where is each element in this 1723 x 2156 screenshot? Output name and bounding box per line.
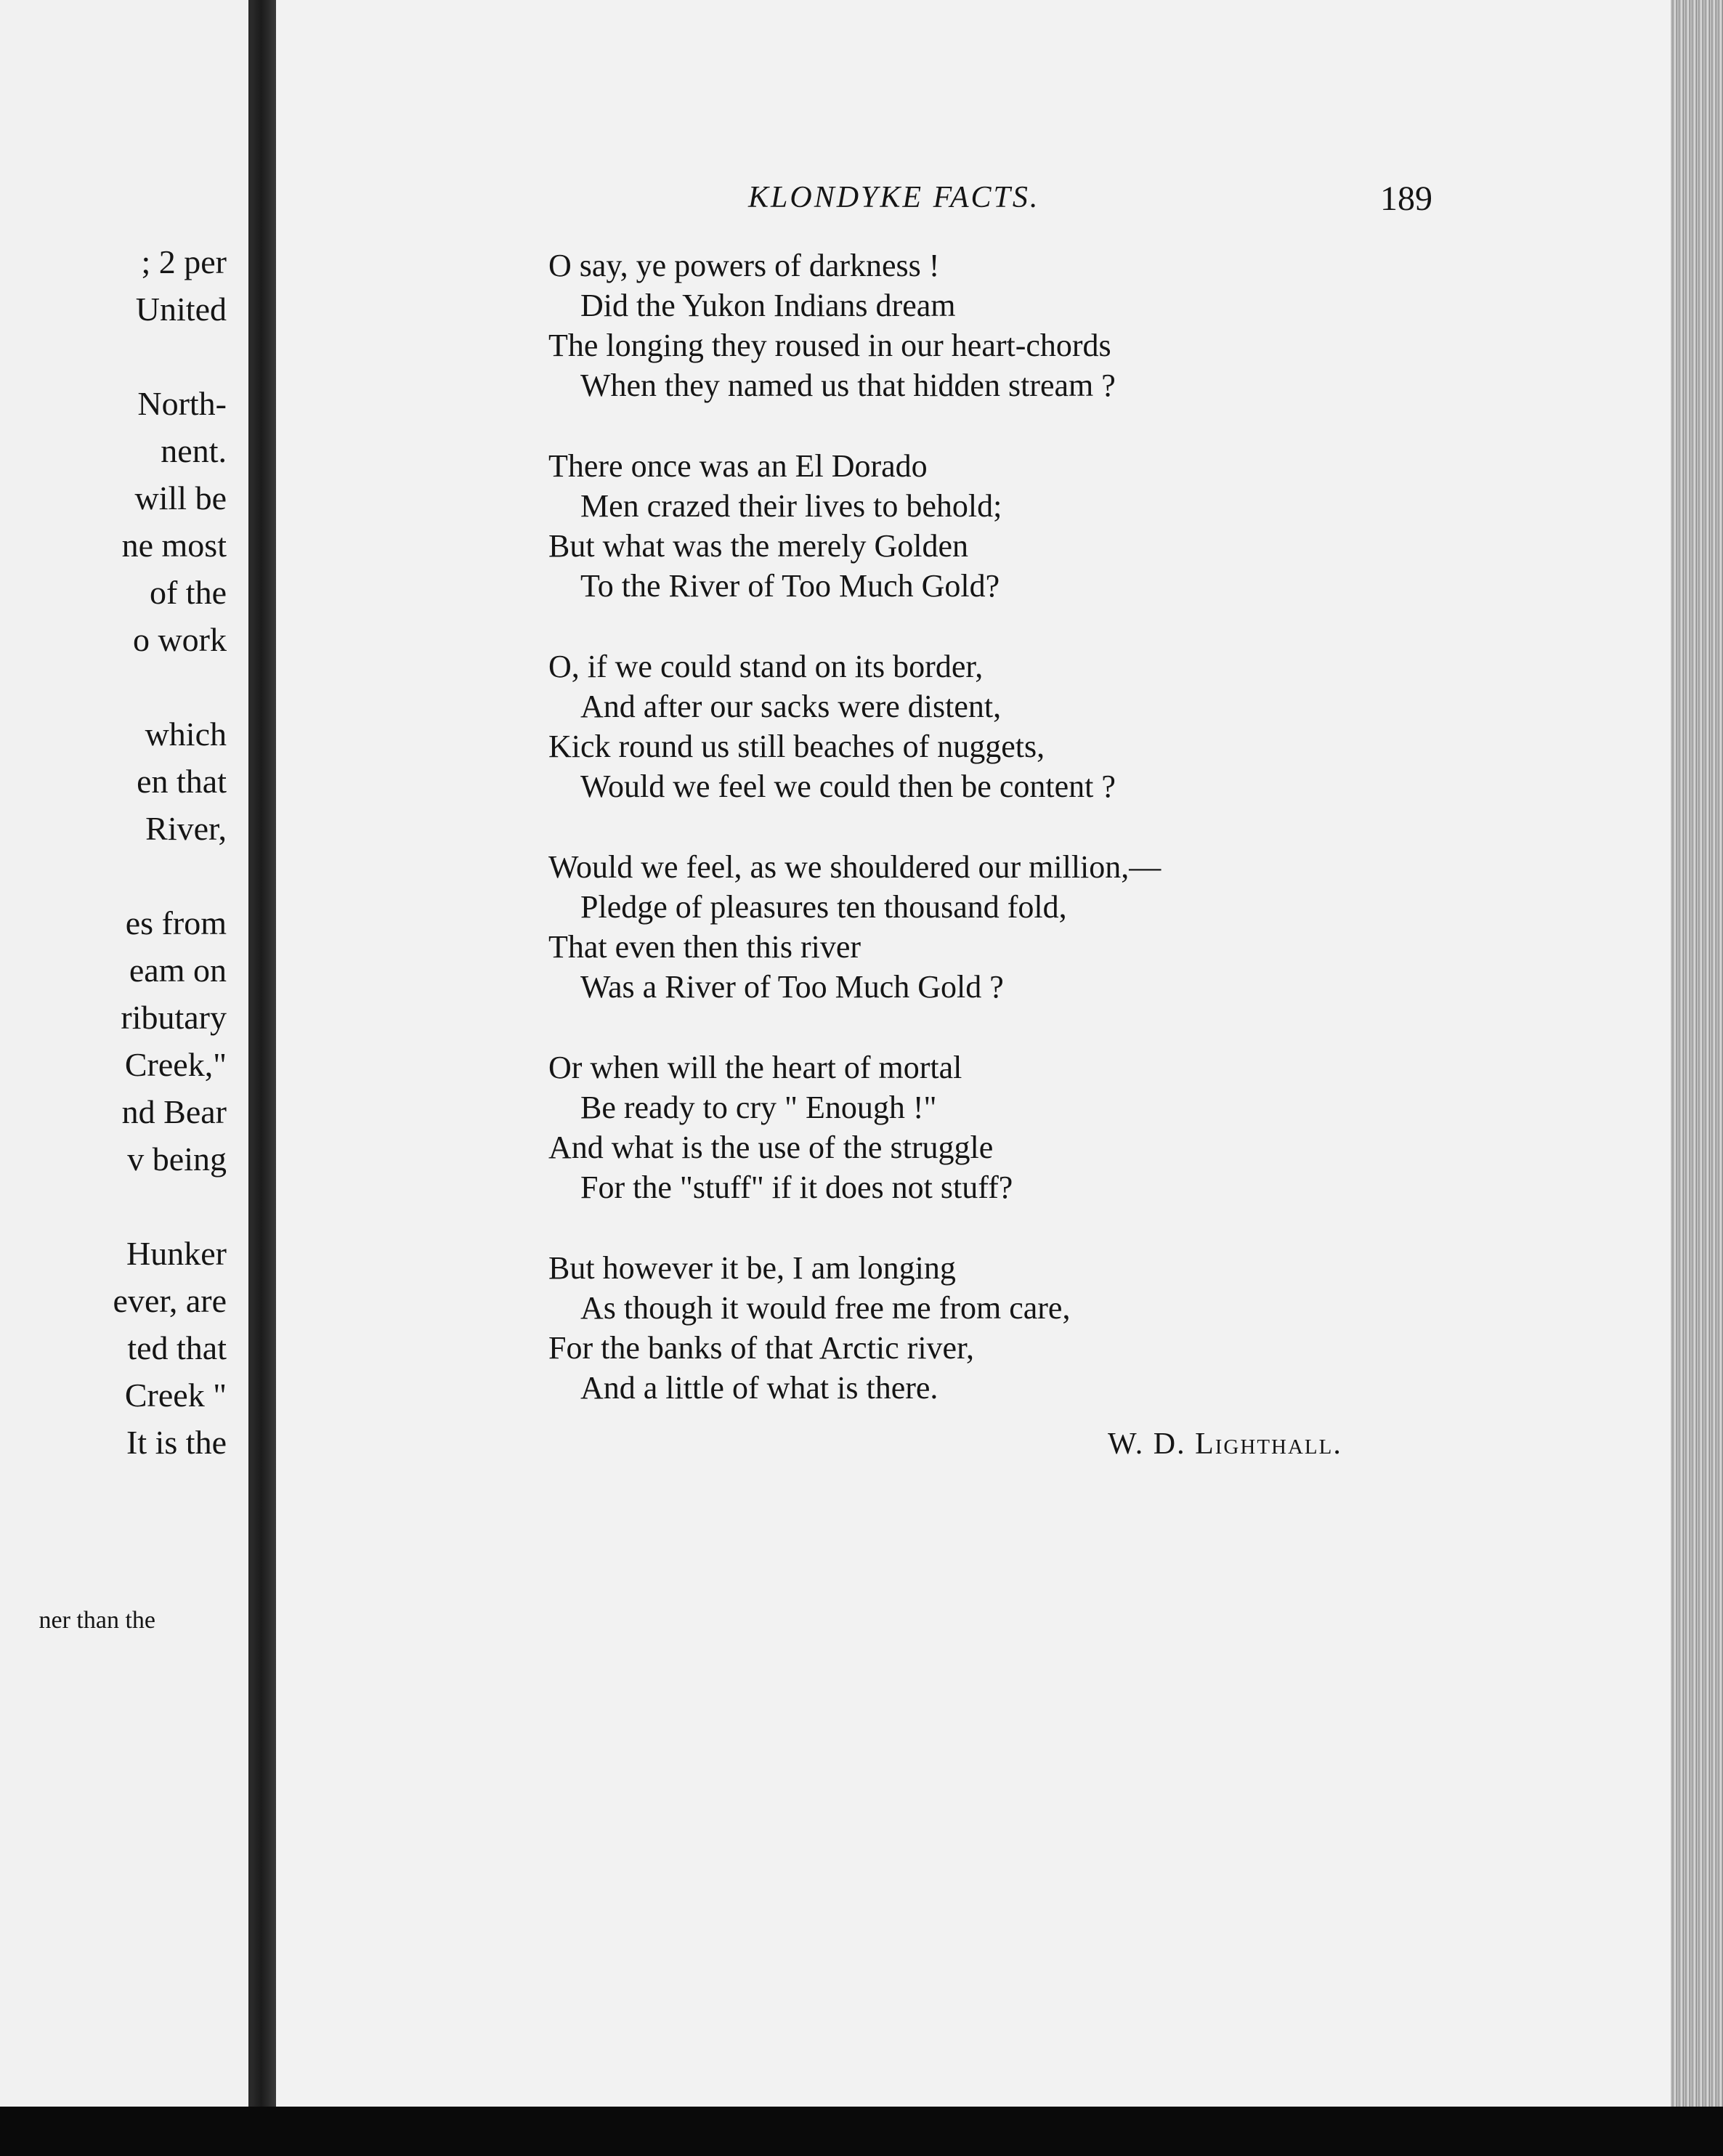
poem-line: And after our sacks were distent, bbox=[580, 689, 1002, 724]
scan-bottom-border bbox=[0, 2107, 1723, 2156]
poem-line: O say, ye powers of darkness ! bbox=[548, 248, 940, 283]
poem-stanza bbox=[548, 1047, 1161, 1207]
poem-line: Pledge of pleasures ten thousand fold, bbox=[580, 889, 1067, 925]
poem-stanza bbox=[548, 246, 1161, 405]
left-page-gap bbox=[113, 1183, 227, 1230]
poem-line: As though it would free me from care, bbox=[580, 1290, 1071, 1326]
left-page-line: North- bbox=[137, 385, 227, 422]
running-head: KLONDYKE FACTS. bbox=[748, 181, 1040, 214]
poem-line: To the River of Too Much Gold? bbox=[580, 568, 1000, 604]
left-page-line: It is the bbox=[126, 1424, 227, 1461]
poem-line: For the "stuff" if it does not stuff? bbox=[580, 1170, 1013, 1205]
poem-line: Kick round us still beaches of nuggets, bbox=[548, 729, 1045, 764]
poem-line: Would we feel, as we shouldered our million,— bbox=[548, 849, 1161, 885]
left-page-text bbox=[113, 238, 227, 1466]
poem-line: O, if we could stand on its border, bbox=[548, 649, 984, 684]
left-page-gap bbox=[113, 663, 227, 710]
poem-line: And what is the use of the struggle bbox=[548, 1130, 994, 1165]
poem-stanza bbox=[548, 446, 1161, 606]
left-page-footnote: ner than the bbox=[38, 1607, 155, 1634]
left-page-gap bbox=[113, 333, 227, 380]
poem-stanza bbox=[548, 647, 1161, 806]
left-page-line: v being bbox=[127, 1140, 227, 1178]
left-page-line: Creek " bbox=[124, 1377, 227, 1414]
left-page-line: of the bbox=[149, 574, 227, 611]
left-page-line: ever, are bbox=[113, 1282, 227, 1319]
left-page-line: ributary bbox=[121, 999, 227, 1036]
left-page-line: will be bbox=[134, 479, 227, 516]
left-page-line: ne most bbox=[121, 527, 227, 564]
poem-line: There once was an El Dorado bbox=[548, 448, 928, 484]
left-page-line: nent. bbox=[161, 432, 227, 469]
poem-line: Or when will the heart of mortal bbox=[548, 1050, 962, 1085]
left-page-line: Creek," bbox=[124, 1046, 227, 1083]
poem-line: When they named us that hidden stream ? bbox=[580, 368, 1116, 403]
poem-line: Would we feel we could then be content ? bbox=[580, 769, 1116, 804]
book-gutter bbox=[251, 0, 276, 2107]
poem-line: But what was the merely Golden bbox=[548, 528, 968, 564]
poem-line: Was a River of Too Much Gold ? bbox=[580, 969, 1004, 1005]
poem-stanza bbox=[548, 1248, 1161, 1408]
page-edges bbox=[1671, 0, 1723, 2156]
poem-line: Did the Yukon Indians dream bbox=[580, 288, 956, 323]
poem-line: The longing they roused in our heart-chords bbox=[548, 328, 1111, 363]
left-page-line: nd Bear bbox=[121, 1093, 227, 1130]
left-page-line: United bbox=[135, 291, 227, 328]
left-page-line: o work bbox=[132, 621, 227, 658]
page-number: 189 bbox=[1380, 179, 1432, 218]
poem-line: Men crazed their lives to behold; bbox=[580, 488, 1002, 524]
left-page-line: eam on bbox=[129, 952, 227, 989]
left-page-line: ; 2 per bbox=[141, 243, 227, 280]
left-page-line: ted that bbox=[127, 1329, 227, 1366]
poem-line: But however it be, I am longing bbox=[548, 1250, 956, 1286]
left-page-gap bbox=[113, 852, 227, 899]
left-page-fragment bbox=[0, 0, 251, 2107]
poem-line: For the banks of that Arctic river, bbox=[548, 1330, 974, 1366]
poem-stanza bbox=[548, 847, 1161, 1007]
poem-signature: W. D. Lighthall. bbox=[1108, 1427, 1342, 1461]
poem-line: That even then this river bbox=[548, 929, 862, 965]
left-page-line: which bbox=[145, 716, 227, 753]
poem-line: Be ready to cry " Enough !" bbox=[580, 1090, 937, 1125]
left-page-line: es from bbox=[125, 904, 227, 941]
left-page-line: Hunker bbox=[126, 1235, 227, 1272]
poem-line: And a little of what is there. bbox=[580, 1370, 938, 1406]
left-page-line: River, bbox=[145, 810, 227, 847]
poem bbox=[548, 246, 1161, 1448]
left-page-line: en that bbox=[137, 763, 227, 800]
